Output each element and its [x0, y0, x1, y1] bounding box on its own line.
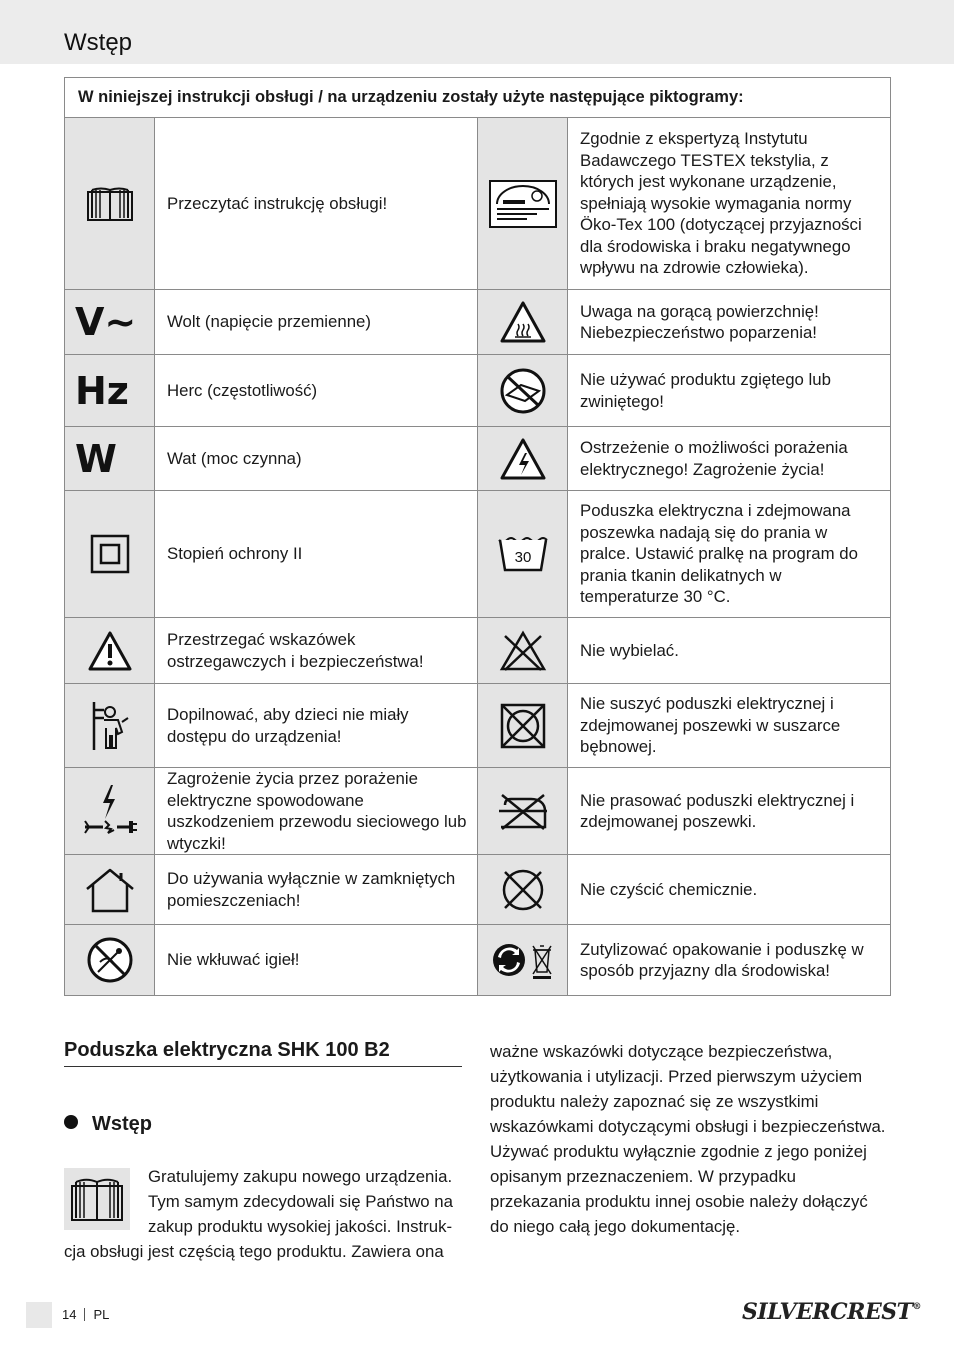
pictogram-description: Stopień ochrony II [155, 491, 478, 618]
wash-30-icon [478, 491, 568, 618]
section-title: Poduszka elektryczna SHK 100 B2 [64, 1036, 462, 1067]
subsection-title: Wstęp [64, 1110, 152, 1138]
page-title: Wstęp [64, 29, 133, 56]
language-code: PL [93, 1307, 110, 1322]
children-warning-icon [65, 684, 155, 768]
book-icon [64, 1168, 130, 1230]
table-row [65, 684, 891, 768]
pictogram-description: Poduszka elektryczna i zdejmowana poszewka nadają się do prania w pralce. Ustawić pralkę na program do prania tkanin delikatnych w temperaturze 30 °C. [568, 491, 891, 618]
table-row [65, 618, 891, 684]
hot-surface-warning-icon [478, 290, 568, 355]
pictogram-description: Herc (częstotliwość) [155, 355, 478, 427]
pictogram-description: Przeczytać instrukcję obsługi! [155, 118, 478, 290]
watt-symbol: W [65, 427, 155, 491]
footer-divider [84, 1308, 85, 1321]
table-row [65, 118, 891, 290]
pictogram-description: Zutylizować opakowanie i poduszkę w sposób przyjazny dla środowiska! [568, 925, 891, 996]
oeko-tex-label-icon [478, 118, 568, 290]
table-row [65, 855, 891, 925]
intro-paragraph: Gratulujemy zakupu nowego urządzenia. Tym samym zdecydowali się Państwo na zakup produktu wysokiej jakości. Instruk- [148, 1167, 453, 1236]
intro-paragraph-column-2: ważne wskazówki dotyczące bezpieczeństwa, użytkowania i utylizacji. Przed pierwszym użyciem produktu należy zapoznać się ze wszystkimi wskazówkami dotyczącymi obsługi i bezpieczeństwa. Używać produktu wyłącznie zgodnie z jego poniżej opisanym przeznaczeniem. W przypadku przekazania produktu innej osobie należy dołączyć do niego całą jego dokumentację. [490, 1042, 886, 1236]
table-row [65, 290, 891, 355]
protection-class-2-icon [65, 491, 155, 618]
pictogram-description: Wolt (napięcie przemienne) [155, 290, 478, 355]
pictogram-description: Nie używać produktu zgiętego lub zwiniętego! [568, 355, 891, 427]
pictogram-table [64, 77, 891, 996]
intro-paragraph-continuation: cja obsługi jest częścią tego produktu. Zawiera ona [64, 1242, 444, 1261]
pictogram-description: Nie prasować poduszki elektrycznej i zdejmowanej poszewki. [568, 768, 891, 855]
header-band [0, 0, 954, 64]
no-ironing-icon [478, 768, 568, 855]
volt-ac-symbol: V~ [65, 290, 155, 355]
no-folding-icon [478, 355, 568, 427]
book-icon [65, 118, 155, 290]
svg-text:30: 30 [514, 549, 531, 566]
table-row [65, 491, 891, 618]
pictogram-description: Uwaga na gorącą powierzchnię! Niebezpieczeństwo poparzenia! [568, 290, 891, 355]
page-marker [26, 1302, 52, 1328]
bullet-icon [64, 1115, 78, 1129]
hertz-symbol: Hz [65, 355, 155, 427]
footer [62, 1307, 109, 1323]
pictogram-description: Do używania wyłącznie w zamkniętych pomieszczeniach! [155, 855, 478, 925]
table-row [65, 427, 891, 491]
indoor-use-icon [65, 855, 155, 925]
pictogram-description: Przestrzegać wskazówek ostrzegawczych i bezpieczeństwa! [155, 618, 478, 684]
electric-shock-warning-icon [478, 427, 568, 491]
table-row [65, 355, 891, 427]
brand-logo: SILVERCREST® [742, 1299, 921, 1325]
recycling-icon [478, 925, 568, 996]
no-dry-cleaning-icon [478, 855, 568, 925]
warning-icon [65, 618, 155, 684]
table-row [65, 768, 891, 855]
damaged-cable-icon [65, 768, 155, 855]
pictogram-description: Nie wybielać. [568, 618, 891, 684]
table-row [65, 925, 891, 996]
pictogram-description: Dopilnować, aby dzieci nie miały dostępu do urządzenia! [155, 684, 478, 768]
page-number: 14 [62, 1307, 77, 1322]
no-tumble-dry-icon [478, 684, 568, 768]
pictogram-description: Ostrzeżenie o możliwości porażenia elektrycznego! Zagrożenie życia! [568, 427, 891, 491]
pictogram-description: Nie czyścić chemicznie. [568, 855, 891, 925]
pictogram-description: Zagrożenie życia przez porażenie elektryczne spowodowane uszkodzeniem przewodu sieciowego lub wtyczki! [155, 768, 478, 855]
pictogram-description: Nie suszyć poduszki elektrycznej i zdejmowanej poszewki w suszarce bębnowej. [568, 684, 891, 768]
pictogram-description: Wat (moc czynna) [155, 427, 478, 491]
no-pins-icon [65, 925, 155, 996]
pictogram-description: Zgodnie z ekspertyzą Instytutu Badawczego TESTEX tekstylia, z których jest wykonane urządzenie, spełniają wysokie wymagania normy Öko-Tex 100 (dotyczącej przyjazności dla środowiska i braku negatywnego wpływu na zdrowie człowieka). [568, 118, 891, 290]
no-bleach-icon [478, 618, 568, 684]
pictogram-description: Nie wkłuwać igieł! [155, 925, 478, 996]
table-heading: W niniejszej instrukcji obsługi / na urządzeniu zostały użyte następujące piktogramy: [65, 78, 891, 118]
